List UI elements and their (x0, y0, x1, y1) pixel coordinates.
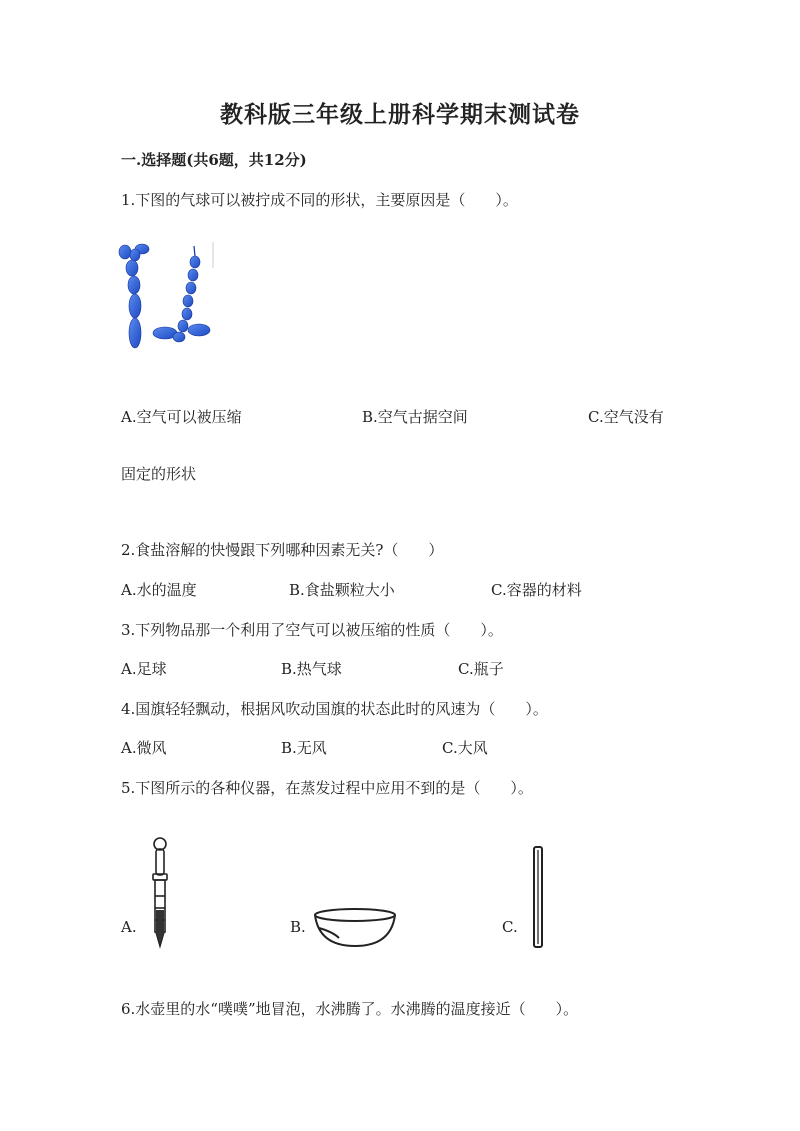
glass-rod-icon (532, 846, 544, 948)
question-3-option-b: B.热气球 (281, 660, 342, 678)
question-4-stem: 4.国旗轻轻飘动，根据风吹动国旗的状态此时的风速为（ ）。 (121, 700, 548, 718)
question-4-option-a: A.微风 (121, 739, 167, 757)
question-5-option-a: A. (121, 918, 137, 936)
question-1-stem: 1.下图的气球可以被拧成不同的形状，主要原因是（ ）。 (121, 191, 518, 209)
question-1-option-c: C.空气没有 (588, 408, 664, 426)
question-6-stem: 6.水壶里的水“噗噗”地冒泡，水沸腾了。水沸腾的温度接近（ ）。 (121, 1000, 579, 1018)
question-3-option-c: C.瓶子 (458, 660, 504, 678)
question-4-option-c: C.大风 (442, 739, 488, 757)
question-1-option-c-continued: 固定的形状 (121, 465, 197, 483)
question-1-option-a: A.空气可以被压缩 (121, 408, 242, 426)
question-2-option-a: A.水的温度 (121, 581, 197, 599)
question-2-stem: 2.食盐溶解的快慢跟下列哪种因素无关?（ ） (121, 541, 444, 559)
question-2-option-b: B.食盐颗粒大小 (289, 581, 395, 599)
question-5-option-b: B. (290, 918, 306, 936)
evaporating-dish-icon (313, 908, 397, 950)
question-2-option-c: C.容器的材料 (491, 581, 582, 599)
question-5-option-c: C. (502, 918, 518, 936)
question-3-option-a: A.足球 (121, 660, 167, 678)
section-heading: 一.选择题(共6题，共12分) (121, 151, 307, 169)
question-5-stem: 5.下图所示的各种仪器，在蒸发过程中应用不到的是（ ）。 (121, 779, 533, 797)
question-4-option-b: B.无风 (281, 739, 327, 757)
balloon-figure-icon (117, 238, 217, 356)
page-title: 教科版三年级上册科学期末测试卷 (220, 101, 580, 128)
question-3-stem: 3.下列物品那一个利用了空气可以被压缩的性质（ ）。 (121, 621, 503, 639)
question-1-option-b: B.空气古据空间 (362, 408, 468, 426)
dropper-icon (146, 836, 174, 948)
